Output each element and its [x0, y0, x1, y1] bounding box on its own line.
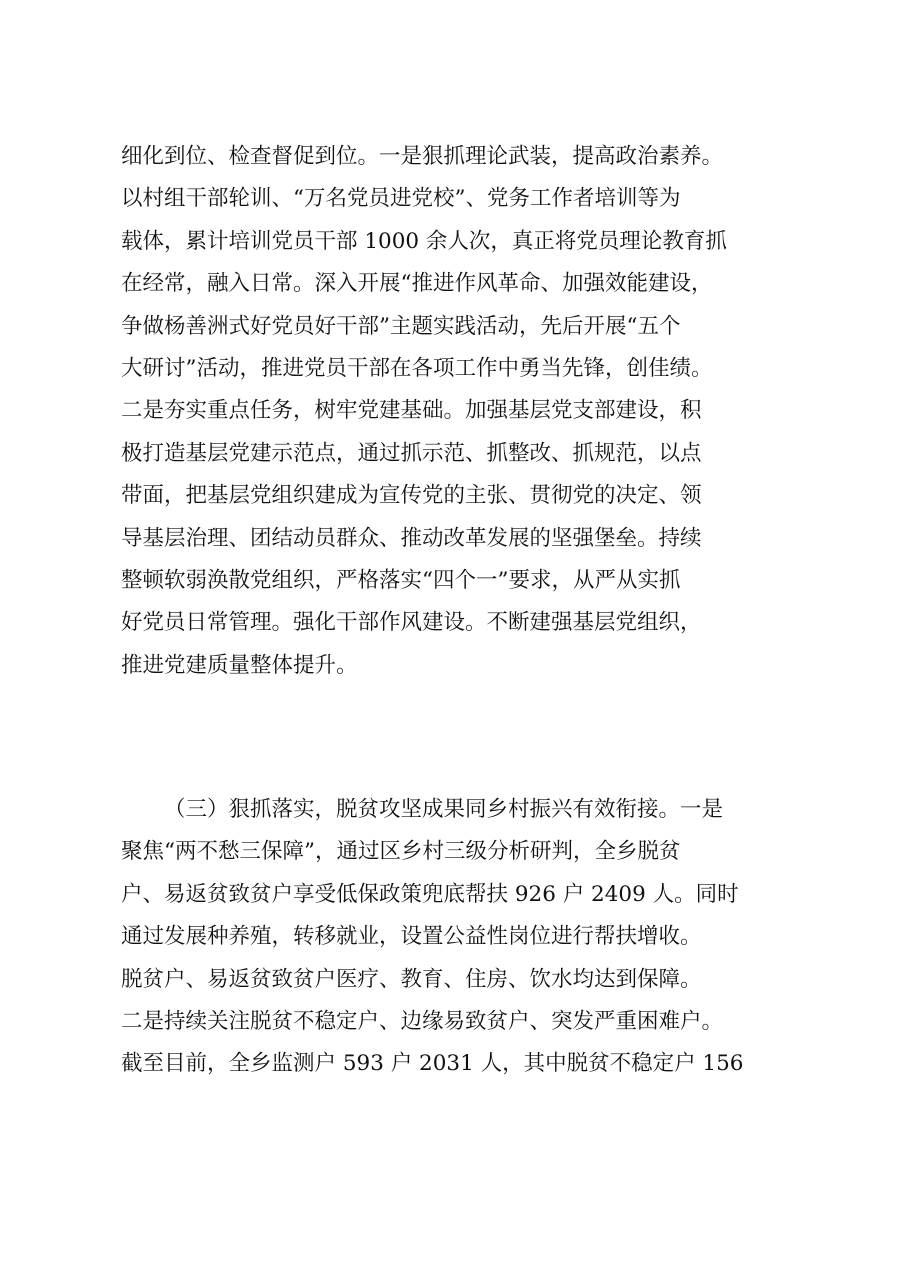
text-line: 户、易返贫致贫户享受低保政策兜底帮扶 926 户 2409 人。同时 [121, 881, 739, 907]
text-line: 截至目前，全乡监测户 593 户 2031 人，其中脱贫不稳定户 156 [121, 1051, 744, 1077]
text-line: 大研讨”活动，推进党员干部在各项工作中勇当先锋，创佳绩。 [121, 355, 713, 381]
text-line: 好党员日常管理。强化干部作风建设。不断建强基层党组织， [121, 610, 702, 636]
text-line: 通过发展种养殖，转移就业，设置公益性岗位进行帮扶增收。 [121, 924, 702, 950]
text-line: 二是夯实重点任务，树牢党建基础。加强基层党支部建设，积 [121, 398, 702, 424]
paragraph-poverty-alleviation [121, 789, 811, 1086]
text-line: 二是持续关注脱贫不稳定户、边缘易致贫户、突发严重困难户。 [121, 1008, 724, 1034]
text-line: 极打造基层党建示范点，通过抓示范、抓整改、抓规范，以点 [121, 440, 702, 466]
text-line: 带面，把基层党组织建成为宣传党的主张、贯彻党的决定、领 [121, 483, 702, 509]
text-line: 争做杨善洲式好党员好干部”主题实践活动，先后开展“五个 [121, 313, 681, 339]
text-line: 载体，累计培训党员干部 1000 余人次，真正将党员理论教育抓 [121, 228, 727, 254]
text-line: 推进党建质量整体提升。 [121, 652, 358, 678]
section-heading-line: （三）狠抓落实，脱贫攻坚成果同乡村振兴有效衔接。一是 [164, 797, 724, 822]
text-line: 聚焦“两不愁三保障”，通过区乡村三级分析研判，全乡脱贫 [121, 839, 681, 865]
text-line: 脱贫户、易返贫致贫户医疗、教育、住房、饮水均达到保障。 [121, 966, 702, 992]
text-line: 细化到位、检查督促到位。一是狠抓理论武装，提高政治素养。 [121, 144, 724, 169]
text-line: 导基层治理、团结动员群众、推动改革发展的坚强堡垒。持续 [121, 525, 702, 551]
paragraph-party-building [121, 136, 811, 687]
text-line: 整顿软弱涣散党组织，严格落实“四个一”要求，从严从实抓 [121, 567, 681, 593]
text-line: 以村组干部轮训、“万名党员进党校”、党务工作者培训等为 [121, 186, 681, 212]
text-line: 在经常，融入日常。深入开展“推进作风革命、加强效能建设， [121, 271, 713, 297]
